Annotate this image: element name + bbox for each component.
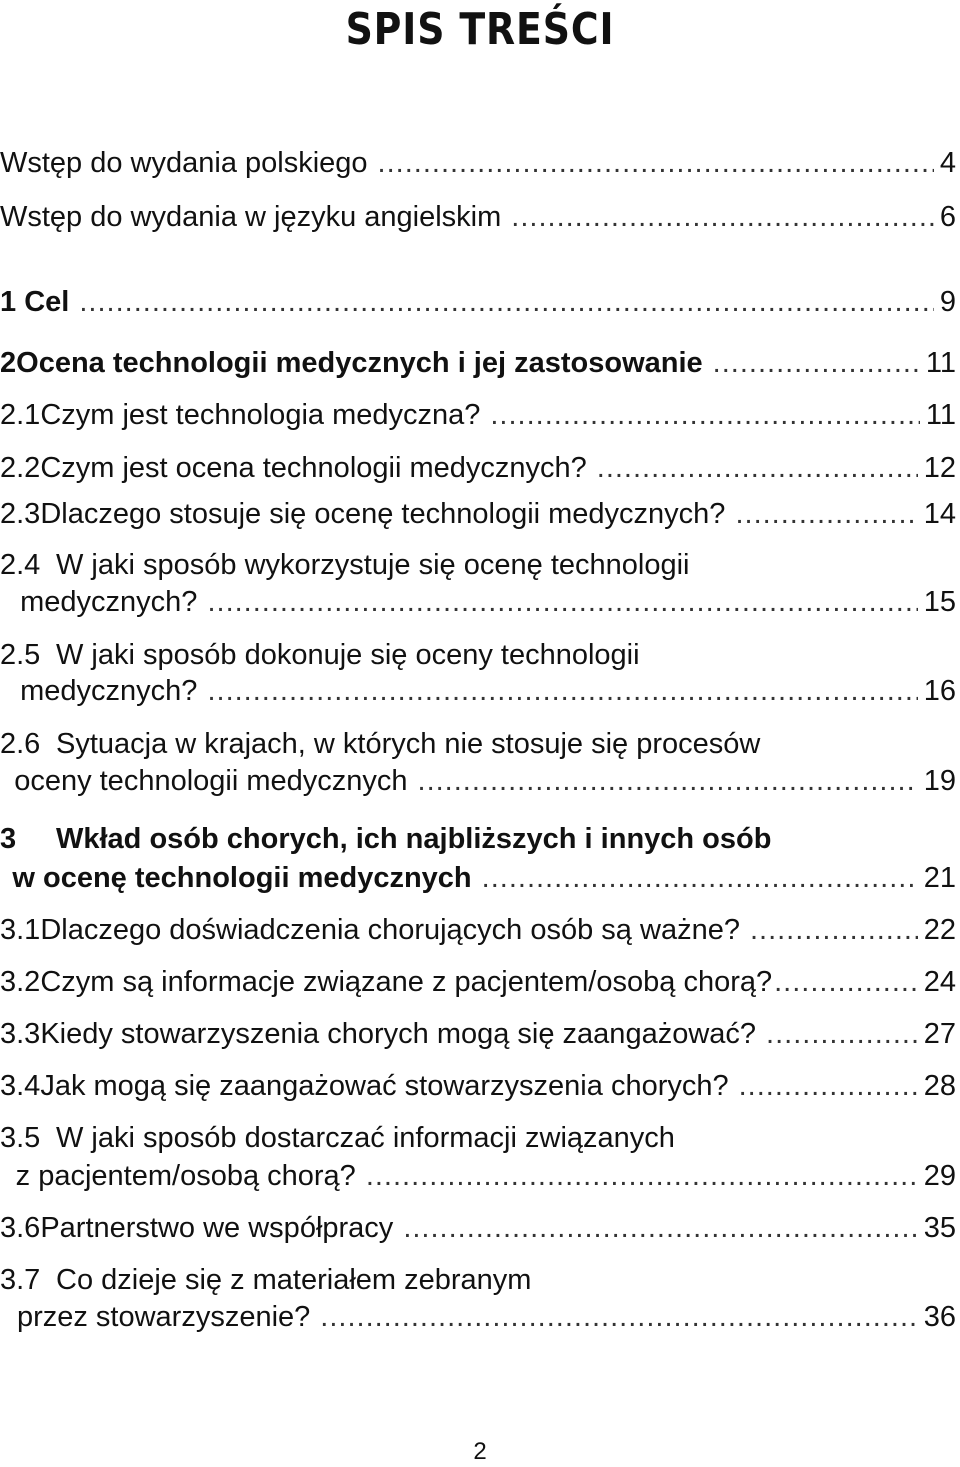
leader-dots <box>320 1297 917 1337</box>
toc-entry[interactable] <box>0 1066 956 1106</box>
leader-dots <box>490 395 920 435</box>
toc-entry-page: 14 <box>923 498 956 530</box>
toc-entry-title: Dlaczego doświadczenia chorujących osób są ważne? <box>40 914 740 946</box>
toc-entry[interactable] <box>0 1014 956 1054</box>
leader-dots <box>482 858 918 898</box>
toc-entry-first-line[interactable] <box>0 635 956 675</box>
toc-entry-title-continued: oceny technologii medycznych <box>14 765 408 797</box>
toc-entry-first-line[interactable] <box>0 724 956 764</box>
leader-dots <box>207 671 917 711</box>
toc-entry[interactable] <box>0 395 956 435</box>
toc-entry-continuation[interactable] <box>0 761 956 801</box>
toc-entry-title: W jaki sposób dostarczać informacji związanych <box>56 1122 675 1154</box>
toc-entry-page: 4 <box>939 147 956 179</box>
toc-entry-page: 29 <box>923 1160 956 1192</box>
leader-dots <box>511 197 934 237</box>
toc-entry-title: Sytuacja w krajach, w których nie stosuje się procesów <box>56 728 761 760</box>
toc-chapter-first-line[interactable] <box>0 819 956 859</box>
page-title: SPIS TREŚCI <box>345 4 615 55</box>
toc-entry-page: 21 <box>923 862 956 894</box>
toc-chapter-number: 3 <box>0 823 17 855</box>
toc-entry-title-continued: przez stowarzyszenie? <box>16 1301 311 1333</box>
toc-entry-title: Wstęp do wydania polskiego <box>0 147 368 179</box>
leader-dots <box>750 910 918 950</box>
toc-entry-page: 6 <box>939 201 956 233</box>
toc-entry-title: Co dzieje się z materiałem zebranym <box>56 1264 532 1296</box>
toc-entry-page: 36 <box>923 1301 956 1333</box>
leader-dots <box>378 143 934 183</box>
toc-entry[interactable] <box>0 910 956 950</box>
toc-chapter-continuation[interactable] <box>0 858 956 898</box>
toc-entry-first-line[interactable] <box>0 1260 956 1300</box>
toc-chapter[interactable] <box>0 282 956 322</box>
toc-entry-title: Czym jest technologia medyczna? <box>40 399 481 431</box>
toc-entry-number: 3.1 <box>0 914 41 946</box>
toc-entry-continuation[interactable] <box>0 1297 956 1337</box>
toc-entry-title: Wstęp do wydania w języku angielskim <box>0 201 502 233</box>
toc-entry-number: 3.5 <box>0 1122 41 1154</box>
toc-entry-title: Czym jest ocena technologii medycznych? <box>40 452 587 484</box>
toc-entry-title: Czym są informacje związane z pacjentem/osobą chorą? <box>40 966 773 998</box>
leader-dots <box>207 582 917 622</box>
toc-entry-title-continued: z pacjentem/osobą chorą? <box>15 1160 356 1192</box>
toc-entry-continuation[interactable] <box>0 671 956 711</box>
toc-entry-continuation[interactable] <box>0 582 956 622</box>
toc-entry-page: 16 <box>923 675 956 707</box>
toc-entry[interactable] <box>0 143 956 183</box>
toc-entry-page: 12 <box>923 452 956 484</box>
toc-entry-page: 27 <box>923 1018 956 1050</box>
toc-entry-number: 2.3 <box>0 498 41 530</box>
leader-dots <box>403 1208 917 1248</box>
leader-dots <box>774 962 918 1002</box>
toc-entry-number: 3.4 <box>0 1070 41 1102</box>
toc-entry[interactable] <box>0 494 956 534</box>
toc-entry-number: 2.4 <box>0 549 41 581</box>
toc-entry-title-continued: medycznych? <box>20 675 198 707</box>
toc-entry-page: 11 <box>925 399 956 431</box>
toc-entry-title: Jak mogą się zaangażować stowarzyszenia chorych? <box>40 1070 729 1102</box>
toc-entry-first-line[interactable] <box>0 1118 956 1158</box>
toc-entry[interactable] <box>0 197 956 237</box>
toc-entry-title: Partnerstwo we współpracy <box>40 1212 394 1244</box>
toc-entry-title: W jaki sposób dokonuje się oceny technologii <box>56 639 640 671</box>
toc-chapter-number: 2 <box>0 347 17 379</box>
toc-chapter-title: Ocena technologii medycznych i jej zastosowanie <box>16 347 703 379</box>
leader-dots <box>597 448 918 488</box>
page-number: 2 <box>473 1438 487 1465</box>
toc-chapter-title: Cel <box>24 286 70 318</box>
toc-entry-page: 11 <box>925 347 956 379</box>
toc-entry-page: 24 <box>923 966 956 998</box>
toc-entry-page: 19 <box>923 765 956 797</box>
toc-chapter-number: 1 <box>0 286 17 318</box>
toc-entry-page: 35 <box>923 1212 956 1244</box>
toc-entry-page: 15 <box>923 586 956 618</box>
toc-entry-page: 28 <box>923 1070 956 1102</box>
toc-entry-number: 3.3 <box>0 1018 41 1050</box>
toc-entry-number: 2.5 <box>0 639 41 671</box>
toc-entry[interactable] <box>0 1208 956 1248</box>
toc-entry[interactable] <box>0 448 956 488</box>
toc-entry-page: 9 <box>939 286 956 318</box>
leader-dots <box>366 1156 918 1196</box>
leader-dots <box>735 494 917 534</box>
leader-dots <box>79 282 933 322</box>
toc-chapter-title-continued: w ocenę technologii medycznych <box>12 862 472 894</box>
toc-entry-first-line[interactable] <box>0 545 956 585</box>
toc-entry-title: W jaki sposób wykorzystuje się ocenę technologii <box>56 549 690 581</box>
toc-entry-number: 3.6 <box>0 1212 41 1244</box>
toc-entry-title: Dlaczego stosuje się ocenę technologii medycznych? <box>40 498 726 530</box>
leader-dots <box>739 1066 918 1106</box>
toc-entry-number: 2.1 <box>0 399 41 431</box>
leader-dots <box>766 1014 918 1054</box>
leader-dots <box>418 761 918 801</box>
toc-entry-continuation[interactable] <box>0 1156 956 1196</box>
toc-entry-number: 2.2 <box>0 452 41 484</box>
leader-dots <box>713 343 920 383</box>
toc-entry-title: Kiedy stowarzyszenia chorych mogą się zaangażować? <box>40 1018 757 1050</box>
toc-entry-number: 3.7 <box>0 1264 41 1296</box>
toc-entry-title-continued: medycznych? <box>20 586 198 618</box>
toc-entry-number: 2.6 <box>0 728 41 760</box>
toc-entry-number: 3.2 <box>0 966 41 998</box>
toc-entry-page: 22 <box>923 914 956 946</box>
toc-chapter[interactable] <box>0 343 956 383</box>
toc-chapter-title: Wkład osób chorych, ich najbliższych i innych osób <box>56 823 772 855</box>
toc-entry[interactable] <box>0 962 956 1002</box>
